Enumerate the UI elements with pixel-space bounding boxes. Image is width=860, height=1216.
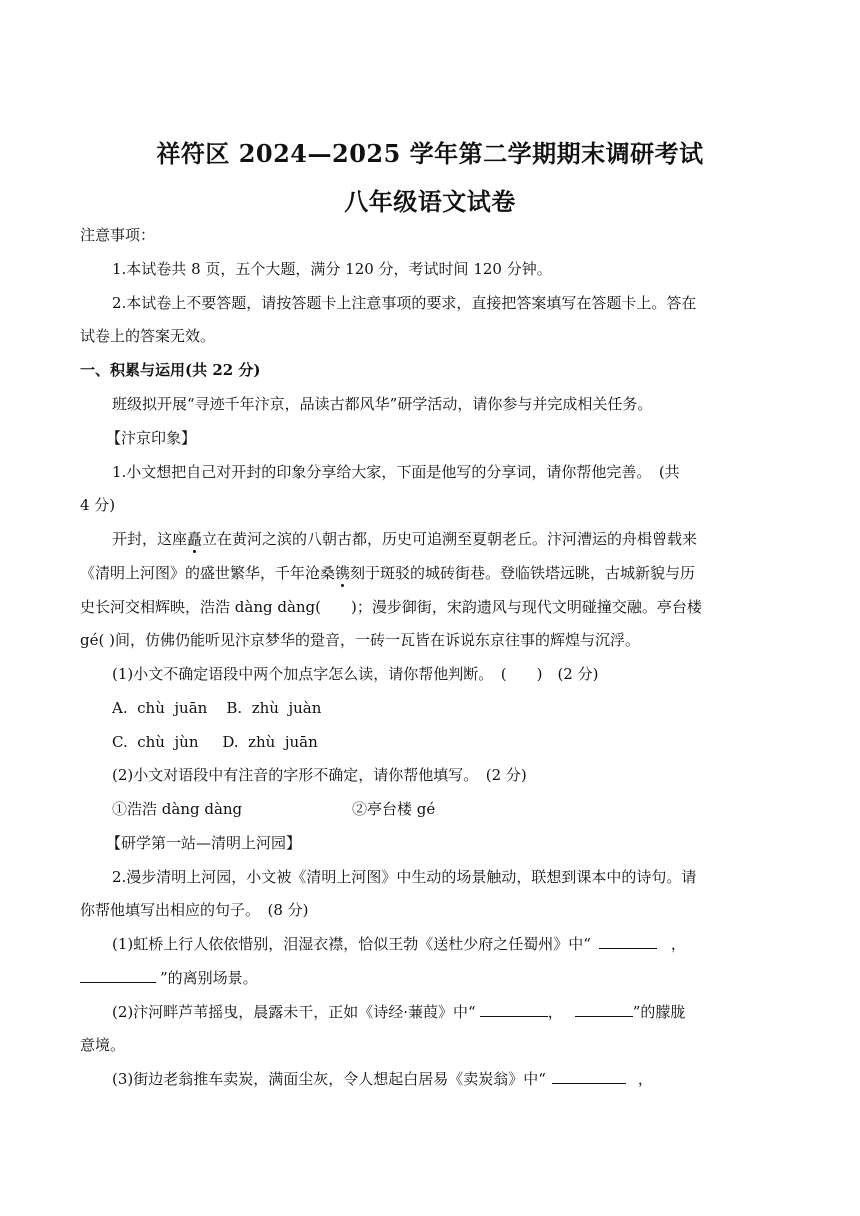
section-heading: 一、积累与运用(共 22 分) — [80, 361, 261, 379]
options-a-b: A. chù juān B. zhù juàn — [112, 699, 322, 717]
exam-subtitle: 八年级语文试卷 — [344, 187, 516, 216]
question-2: 2.漫步清明上河园，小文被《清明上河图》中生动的场景触动，联想到课本中的诗句。请 — [112, 868, 697, 886]
options-c-d: C. chù jùn D. zhù juān — [112, 733, 318, 751]
dotted-character: 镌 — [335, 564, 351, 582]
question-2-2 — [112, 1002, 817, 1022]
question-text: (2)汴河畔芦苇摇曳，晨露未干，正如《诗经·蒹葭》中“ — [112, 1003, 476, 1021]
exam-title: 祥符区 2024—2025 学年第二学期期末调研考试 — [156, 139, 704, 168]
question-2-cont: 你帮他填写出相应的句子。 (8 分) — [80, 901, 309, 919]
question-2-1-cont — [80, 968, 785, 988]
question-1-2: (2)小文对语段中有注音的字形不确定，请你帮他填写。 (2 分) — [112, 766, 527, 784]
subsection-heading: 【研学第一站—清明上河园】 — [106, 834, 302, 852]
passage-text: 《清明上河图》的盛世繁华，千年沧桑 — [80, 564, 336, 582]
dotted-character: 矗 — [187, 530, 203, 548]
passage-text: 刻于斑驳的城砖街巷。登临铁塔远眺，古城新貌与历 — [350, 564, 696, 582]
fill-item-2: ②亭台楼 gé — [352, 800, 436, 818]
answer-blank[interactable] — [480, 1002, 548, 1017]
notice-heading: 注意事项： — [80, 226, 156, 244]
question-2-3 — [112, 1069, 817, 1089]
comma: ， — [637, 1070, 653, 1088]
question-1: 1.小文想把自己对开封的印象分享给大家，下面是他写的分享词，请你帮他完善。 (共 — [112, 463, 680, 481]
passage-text: 立在黄河之滨的八朝古都，历史可追溯至夏朝老丘。汴河漕运的舟楫曾载来 — [202, 530, 698, 548]
answer-blank[interactable] — [575, 1002, 633, 1017]
section-intro: 班级拟开展“寻迹千年汴京，品读古都风华”研学活动，请你参与并完成相关任务。 — [112, 395, 653, 413]
question-text: (1)虹桥上行人依依惜别，泪湿衣襟，恰似王勃《送杜少府之任蜀州》中“ — [112, 935, 591, 953]
question-2-1 — [112, 934, 817, 954]
answer-blank[interactable] — [552, 1069, 626, 1084]
subsection-heading: 【汴京印象】 — [106, 429, 197, 447]
question-1-1: (1)小文不确定语段中两个加点字怎么读，请你帮他判断。 ( ) (2 分) — [112, 665, 599, 683]
notice-item-1: 1.本试卷共 8 页，五个大题，满分 120 分，考试时间 120 分钟。 — [112, 260, 552, 278]
question-1-cont: 4 分) — [80, 496, 116, 514]
notice-item-2-cont: 试卷上的答案无效。 — [80, 327, 216, 345]
notice-item-2: 2.本试卷上不要答题，请按答题卡上注意事项的要求，直接把答案填写在答题卡上。答在 — [112, 294, 697, 312]
answer-blank[interactable] — [599, 934, 657, 949]
passage-line-4: gé( )间，仿佛仍能听见汴京梦华的跫音，一砖一瓦皆在诉说东京往事的辉煌与沉浮。 — [80, 631, 640, 649]
passage-line-1 — [112, 529, 817, 549]
passage-text: 开封，这座 — [112, 530, 188, 548]
comma: ， — [670, 935, 686, 953]
question-text: (3)街边老翁推车卖炭，满面尘灰，令人想起白居易《卖炭翁》中“ — [112, 1070, 546, 1088]
answer-blank[interactable] — [80, 968, 156, 983]
comma: ， — [547, 1003, 563, 1021]
passage-line-3: 史长河交相辉映，浩浩 dàng dàng( )；漫步御街，宋韵遗风与现代文明碰撞交融。亭台楼 — [80, 598, 702, 616]
question-text: ”的朦胧 — [632, 1003, 686, 1021]
question-text: ”的离别场景。 — [160, 969, 258, 987]
fill-item-1: ①浩浩 dàng dàng — [112, 800, 243, 818]
passage-line-2 — [80, 563, 785, 583]
question-2-2-cont: 意境。 — [80, 1036, 126, 1054]
